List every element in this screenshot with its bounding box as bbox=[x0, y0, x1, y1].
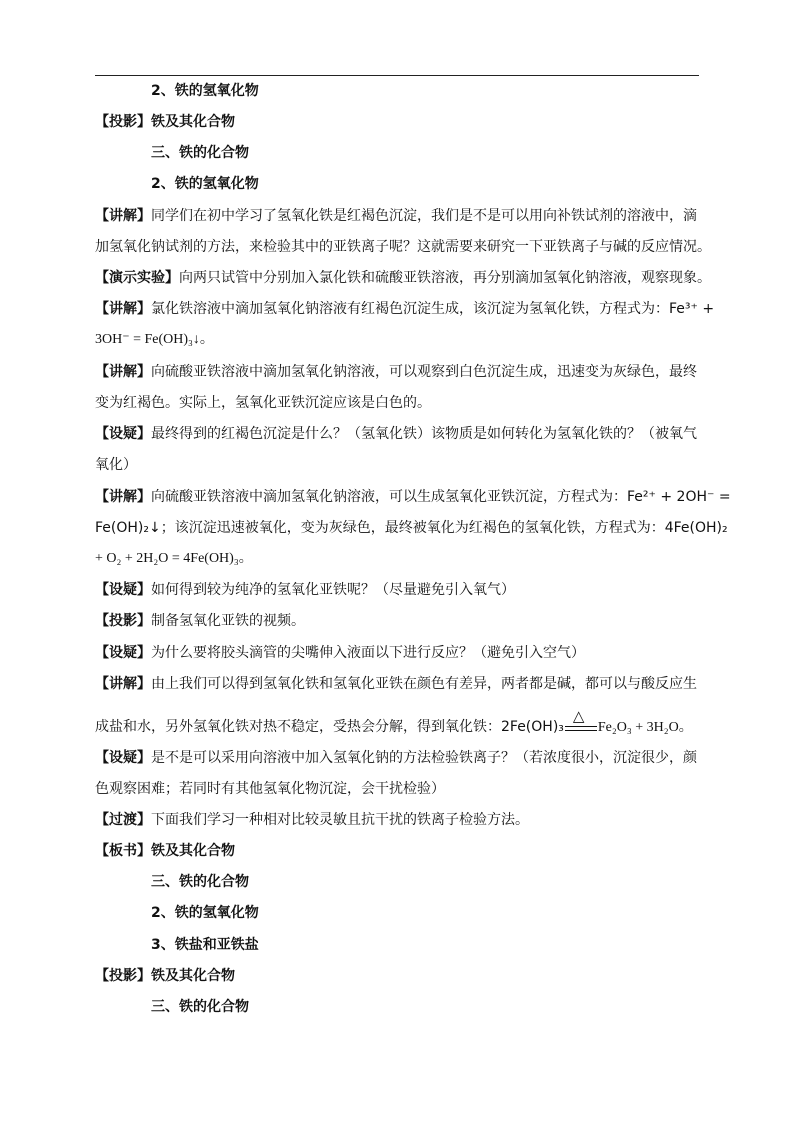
question-line bbox=[95, 748, 697, 768]
line-text: 下面我们学习一种相对比较灵敏且抗干扰的铁离子检验方法。 bbox=[151, 812, 529, 828]
tag-projection: 【投影】 bbox=[95, 968, 151, 984]
heading-iron-hydroxide: 2、铁的氢氧化物 bbox=[151, 83, 259, 99]
line-text: 由上我们可以得到氢氧化铁和氢氧化亚铁在颜色有差异，两者都是碱，都可以与酸反应生 bbox=[151, 676, 697, 692]
heading-iron-salts: 3、铁盐和亚铁盐 bbox=[151, 937, 259, 953]
delta-icon: △ bbox=[572, 707, 585, 725]
explain-line bbox=[95, 206, 697, 226]
text-line: 氧化） bbox=[95, 457, 137, 473]
board-line bbox=[95, 841, 235, 861]
heading-iron-hydroxide: 2、铁的氢氧化物 bbox=[151, 905, 259, 921]
equation-line: + O₂ + 2H₂O = 4Fe(OH)₃。 bbox=[95, 551, 253, 566]
explain-line bbox=[95, 362, 697, 382]
tag-question: 【设疑】 bbox=[95, 426, 151, 442]
tag-explain: 【讲解】 bbox=[95, 489, 151, 505]
line-text: 如何得到较为纯净的氢氧化亚铁呢？（尽量避免引入氧气） bbox=[151, 582, 515, 598]
tag-question: 【设疑】 bbox=[95, 582, 151, 598]
text-line bbox=[95, 707, 693, 738]
tag-explain: 【讲解】 bbox=[95, 676, 151, 692]
transition-line bbox=[95, 810, 529, 830]
explain-line bbox=[95, 299, 714, 319]
tag-question: 【设疑】 bbox=[95, 750, 151, 766]
text-line: 色观察困难；若同时有其他氢氧化物沉淀，会干扰检验） bbox=[95, 781, 445, 797]
header-rule bbox=[95, 75, 699, 76]
line-text: 同学们在初中学习了氢氧化铁是红褐色沉淀，我们是不是可以用向补铁试剂的溶液中，滴 bbox=[151, 208, 697, 224]
heading-iron-compounds: 三、铁的化合物 bbox=[151, 874, 249, 890]
tag-question: 【设疑】 bbox=[95, 645, 151, 661]
tag-explain: 【讲解】 bbox=[95, 301, 151, 317]
explain-line bbox=[95, 674, 697, 694]
explain-line bbox=[95, 487, 731, 507]
text-line: 加氢氧化钠试剂的方法，来检验其中的亚铁离子呢？这就需要来研究一下亚铁离子与碱的反应情况。 bbox=[95, 239, 711, 255]
line-text: 成盐和水，另外氢氧化铁对热不稳定，受热会分解，得到氧化铁：2Fe(OH)₃ bbox=[95, 719, 564, 735]
line-text: 制备氢氧化亚铁的视频。 bbox=[151, 613, 305, 629]
question-line bbox=[95, 580, 515, 600]
text-line: 变为红褐色。实际上，氢氧化亚铁沉淀应该是白色的。 bbox=[95, 395, 431, 411]
line-text: 向硫酸亚铁溶液中滴加氢氧化钠溶液，可以观察到白色沉淀生成，迅速变为灰绿色，最终 bbox=[151, 364, 697, 380]
demo-line bbox=[95, 268, 711, 288]
tag-board: 【板书】 bbox=[95, 843, 151, 859]
projection-line bbox=[95, 611, 305, 631]
line-text: 向两只试管中分别加入氯化铁和硫酸亚铁溶液，再分别滴加氢氧化钠溶液，观察现象。 bbox=[179, 270, 711, 286]
line-text: 氯化铁溶液中滴加氢氧化钠溶液有红褐色沉淀生成，该沉淀为氢氧化铁，方程式为：Fe³⁺ + bbox=[151, 301, 715, 317]
heating-condition bbox=[564, 707, 598, 738]
tag-explain: 【讲解】 bbox=[95, 364, 151, 380]
line-text: 是不是可以采用向溶液中加入氢氧化钠的方法检验铁离子？（若浓度很小，沉淀很少，颜 bbox=[151, 750, 697, 766]
question-line bbox=[95, 424, 697, 444]
projection-line bbox=[95, 112, 235, 132]
equation-line: 3OH⁻ = Fe(OH)₃↓。 bbox=[95, 332, 214, 347]
tag-explain: 【讲解】 bbox=[95, 208, 151, 224]
tag-demo: 【演示实验】 bbox=[95, 270, 179, 286]
line-text: 为什么要将胶头滴管的尖嘴伸入液面以下进行反应？（避免引入空气） bbox=[151, 645, 585, 661]
line-text: Fe₂O₃ + 3H₂O。 bbox=[597, 720, 693, 735]
projection-line bbox=[95, 966, 235, 986]
question-line bbox=[95, 643, 585, 663]
heading-iron-compounds: 三、铁的化合物 bbox=[151, 145, 249, 161]
line-text: 最终得到的红褐色沉淀是什么？（氢氧化铁）该物质是如何转化为氢氧化铁的？（被氧气 bbox=[151, 426, 697, 442]
tag-projection: 【投影】 bbox=[95, 613, 151, 629]
line-text: 铁及其化合物 bbox=[151, 843, 235, 859]
tag-transition: 【过渡】 bbox=[95, 812, 151, 828]
line-text: 铁及其化合物 bbox=[151, 968, 235, 984]
line-text: 铁及其化合物 bbox=[151, 114, 235, 130]
tag-projection: 【投影】 bbox=[95, 114, 151, 130]
heading-iron-hydroxide: 2、铁的氢氧化物 bbox=[151, 176, 259, 192]
text-line: Fe(OH)₂↓；该沉淀迅速被氧化，变为灰绿色，最终被氧化为红褐色的氢氧化铁，方程式为：4Fe(OH)₂ bbox=[95, 520, 728, 536]
line-text: 向硫酸亚铁溶液中滴加氢氧化钠溶液，可以生成氢氧化亚铁沉淀，方程式为：Fe²⁺ + 2OH⁻ = bbox=[151, 489, 731, 505]
heading-iron-compounds: 三、铁的化合物 bbox=[151, 999, 249, 1015]
